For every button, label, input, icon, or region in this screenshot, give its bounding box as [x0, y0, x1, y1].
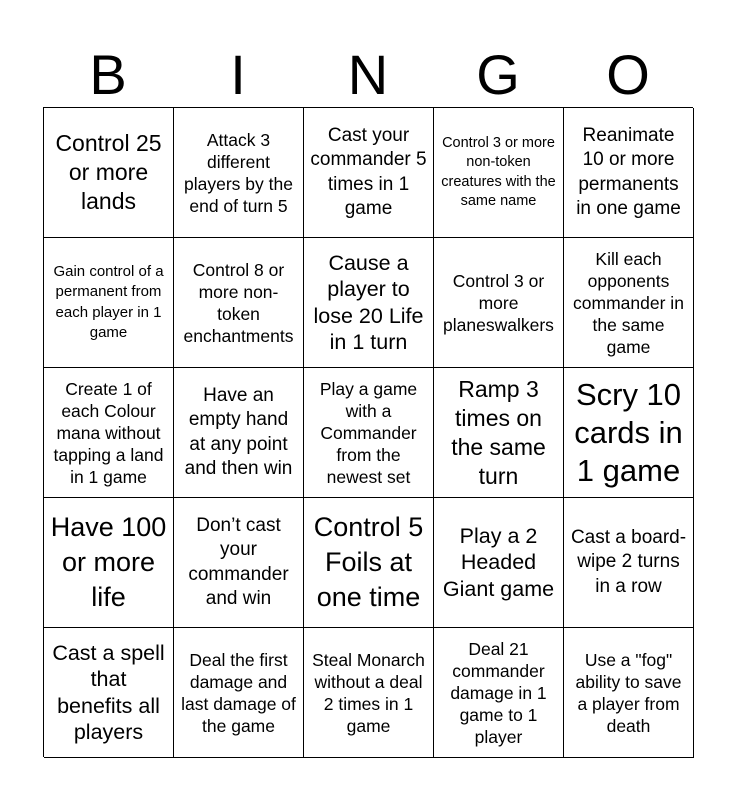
bingo-cell-r4c4[interactable]	[434, 498, 564, 628]
title-letter-i: I	[230, 43, 246, 106]
cell-text: Ramp 3 times on the same turn	[451, 375, 546, 489]
bingo-cell-r2c5[interactable]	[564, 238, 694, 368]
cell-text: Cast a spell that benefits all players	[52, 640, 165, 744]
bingo-cell-r2c4[interactable]	[434, 238, 564, 368]
bingo-cell-r3c2[interactable]	[174, 368, 304, 498]
title-letter-b: B	[89, 43, 127, 106]
bingo-cell-r2c2[interactable]	[174, 238, 304, 368]
cell-text: Control 5 Foils at one time	[313, 512, 424, 612]
cell-text: Kill each opponents commander in the same game	[573, 248, 684, 357]
cell-text: Don’t cast your commander and win	[188, 514, 289, 609]
cell-text: Create 1 of each Colour mana without tapping a land in 1 game	[53, 378, 164, 487]
bingo-cell-r5c2[interactable]	[174, 628, 304, 758]
cell-text: Play a 2 Headed Giant game	[442, 523, 555, 601]
bingo-cell-r1c5[interactable]	[564, 108, 694, 238]
title-letter-o: O	[606, 43, 650, 106]
bingo-cell-r4c1[interactable]	[44, 498, 174, 628]
bingo-cell-r5c4[interactable]	[434, 628, 564, 758]
bingo-cell-r1c2[interactable]	[174, 108, 304, 238]
bingo-cell-r3c1[interactable]	[44, 368, 174, 498]
cell-text: Play a game with a Commander from the newest set	[319, 378, 418, 487]
cell-text: Control 8 or more non-token enchantments	[183, 259, 294, 346]
cell-text: Reanimate 10 or more permanents in one game	[576, 124, 681, 219]
cell-text: Control 25 or more lands	[55, 130, 162, 214]
cell-text: Gain control of a permanent from each player in 1 game	[53, 262, 164, 341]
bingo-cell-r3c5[interactable]	[564, 368, 694, 498]
bingo-cell-r1c3[interactable]	[304, 108, 434, 238]
cell-text: Control 3 or more planeswalkers	[443, 270, 554, 335]
bingo-cell-r4c3[interactable]	[304, 498, 434, 628]
bingo-cell-r4c5[interactable]	[564, 498, 694, 628]
bingo-cell-r2c1[interactable]	[44, 238, 174, 368]
bingo-title	[43, 44, 693, 106]
bingo-cell-r4c2[interactable]	[174, 498, 304, 628]
cell-text: Scry 10 cards in 1 game	[574, 376, 683, 488]
title-letter-g: G	[476, 43, 520, 106]
cell-text: Have an empty hand at any point and then win	[184, 384, 293, 479]
bingo-board	[43, 107, 693, 757]
bingo-cell-r5c3[interactable]	[304, 628, 434, 758]
cell-text: Steal Monarch without a deal 2 times in 1 game	[312, 649, 425, 736]
cell-text: Control 3 or more non-token creatures with the same name	[441, 134, 556, 209]
title-letter-n: N	[347, 43, 389, 106]
bingo-cell-r3c3[interactable]	[304, 368, 434, 498]
cell-text: Cast a board-wipe 2 turns in a row	[570, 526, 687, 597]
bingo-cell-r5c5[interactable]	[564, 628, 694, 758]
cell-text: Deal 21 commander damage in 1 game to 1 player	[450, 638, 547, 747]
bingo-cell-r1c1[interactable]	[44, 108, 174, 238]
bingo-cell-r1c4[interactable]	[434, 108, 564, 238]
cell-text: Use a "fog" ability to save a player from death	[575, 649, 682, 736]
bingo-cell-r2c3[interactable]	[304, 238, 434, 368]
bingo-cell-r3c4[interactable]	[434, 368, 564, 498]
cell-text: Cause a player to lose 20 Life in 1 turn	[313, 250, 424, 354]
cell-text: Cast your commander 5 times in 1 game	[310, 124, 427, 219]
cell-text: Have 100 or more life	[50, 512, 167, 612]
cell-text: Deal the first damage and last damage of the game	[181, 649, 296, 736]
bingo-cell-r5c1[interactable]	[44, 628, 174, 758]
cell-text: Attack 3 different players by the end of turn 5	[184, 129, 293, 216]
